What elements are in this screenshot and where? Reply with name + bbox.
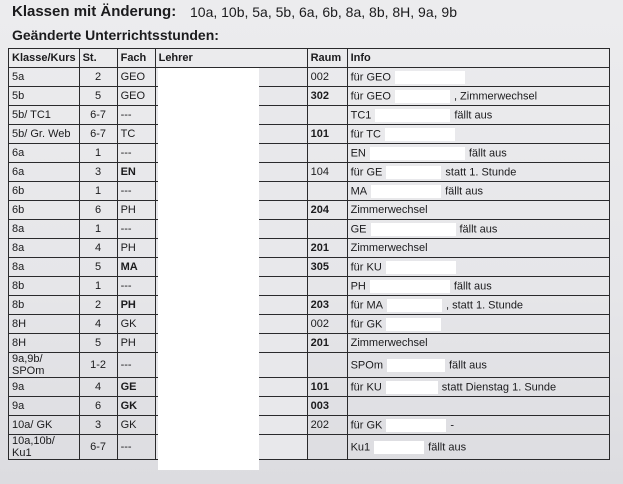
cell-info	[347, 416, 609, 435]
name-redaction	[386, 318, 441, 331]
cell-fach: GEO	[117, 68, 155, 87]
header-klasse: Klasse/Kurs	[9, 49, 80, 68]
table-header-row	[9, 49, 610, 68]
table-row	[9, 277, 610, 296]
substitution-table	[8, 48, 610, 460]
cell-raum	[307, 144, 347, 163]
name-redaction	[375, 109, 450, 122]
info-note: statt Dienstag 1. Sunde	[441, 380, 557, 393]
table-row	[9, 144, 610, 163]
table-row	[9, 334, 610, 353]
cell-fach: GK	[117, 397, 155, 416]
name-redaction	[395, 90, 450, 103]
cell-klasse: 9a,9b/ SPOm	[9, 353, 80, 378]
info-note: , Zimmerwechsel	[453, 89, 538, 102]
cell-info	[347, 378, 609, 397]
info-text: Ku1	[350, 440, 371, 453]
cell-st: 5	[79, 334, 117, 353]
cell-klasse: 8a	[9, 258, 80, 277]
table-row	[9, 315, 610, 334]
cell-klasse: 6b	[9, 201, 80, 220]
info-note: fällt aus	[454, 108, 493, 121]
name-redaction	[370, 280, 450, 293]
cell-klasse: 8a	[9, 220, 80, 239]
cell-klasse: 5b/ Gr. Web	[9, 125, 80, 144]
cell-raum: 003	[307, 397, 347, 416]
table-row	[9, 68, 610, 87]
table-row	[9, 125, 610, 144]
cell-klasse: 5b	[9, 87, 80, 106]
cell-klasse: 8H	[9, 315, 80, 334]
cell-klasse: 9a	[9, 378, 80, 397]
info-note: fällt aus	[449, 358, 487, 371]
info-note: fällt aus	[453, 279, 492, 292]
cell-info	[347, 296, 609, 315]
table-row	[9, 239, 610, 258]
cell-raum: 104	[307, 163, 347, 182]
cell-fach: ---	[117, 435, 155, 460]
info-text: Zimmerwechsel	[350, 337, 428, 349]
cell-st: 6	[79, 201, 117, 220]
cell-klasse: 8H	[9, 334, 80, 353]
cell-klasse: 9a	[9, 397, 80, 416]
cell-fach: MA	[117, 258, 155, 277]
cell-st: 3	[79, 416, 117, 435]
cell-fach: ---	[117, 220, 155, 239]
cell-st: 1	[79, 277, 117, 296]
cell-klasse: 5b/ TC1	[9, 106, 80, 125]
cell-st: 4	[79, 315, 117, 334]
cell-st: 2	[79, 68, 117, 87]
header-raum: Raum	[307, 49, 347, 68]
cell-info	[347, 220, 609, 239]
cell-fach: GK	[117, 416, 155, 435]
header-fach: Fach	[117, 49, 155, 68]
cell-fach: EN	[117, 163, 155, 182]
info-text: für TC	[350, 127, 381, 140]
cell-fach: PH	[117, 201, 155, 220]
cell-fach: GEO	[117, 87, 155, 106]
klassen-value: 10a, 10b, 5a, 5b, 6a, 6b, 8a, 8b, 8H, 9a, 9b	[190, 4, 457, 20]
cell-raum: 202	[307, 416, 347, 435]
cell-fach: ---	[117, 144, 155, 163]
cell-st: 6-7	[79, 106, 117, 125]
cell-raum: 201	[307, 334, 347, 353]
info-text: PH	[350, 279, 366, 292]
cell-info	[347, 315, 609, 334]
cell-fach: GE	[117, 378, 155, 397]
cell-raum: 204	[307, 201, 347, 220]
name-redaction	[370, 147, 465, 160]
cell-klasse: 8b	[9, 296, 80, 315]
name-redaction	[387, 359, 445, 372]
info-text: EN	[350, 146, 366, 159]
name-redaction	[371, 185, 441, 198]
section-title: Geänderte Unterrichtsstunden:	[12, 27, 219, 43]
lehrer-redaction	[158, 68, 259, 470]
info-note: , statt 1. Stunde	[446, 298, 524, 311]
cell-info	[347, 277, 609, 296]
info-text: für GK	[350, 418, 383, 431]
cell-info	[347, 435, 609, 460]
cell-st: 6-7	[79, 125, 117, 144]
name-redaction	[386, 261, 456, 274]
cell-info	[347, 397, 609, 416]
info-text: für KU	[350, 380, 382, 393]
cell-raum	[307, 182, 347, 201]
cell-st: 6	[79, 397, 117, 416]
cell-info	[347, 125, 609, 144]
cell-klasse: 8a	[9, 239, 80, 258]
cell-fach: GK	[117, 315, 155, 334]
cell-info	[347, 106, 609, 125]
info-text: MA	[350, 184, 368, 197]
table-row	[9, 220, 610, 239]
cell-fach: ---	[117, 106, 155, 125]
cell-fach: ---	[117, 277, 155, 296]
cell-klasse: 6b	[9, 182, 80, 201]
cell-st: 1	[79, 144, 117, 163]
table-row	[9, 416, 610, 435]
cell-raum	[307, 435, 347, 460]
cell-fach: ---	[117, 182, 155, 201]
klassen-label: Klassen mit Änderung:	[12, 3, 177, 20]
table-row	[9, 353, 610, 378]
info-text: für GK	[350, 317, 383, 330]
cell-fach: TC	[117, 125, 155, 144]
cell-info	[347, 258, 609, 277]
cell-raum: 101	[307, 125, 347, 144]
header-lehrer: Lehrer	[155, 49, 307, 68]
header-st: St.	[79, 49, 117, 68]
table-row	[9, 397, 610, 416]
cell-fach: PH	[117, 239, 155, 258]
info-note: -	[450, 418, 455, 431]
cell-raum: 302	[307, 87, 347, 106]
cell-klasse: 5a	[9, 68, 80, 87]
cell-raum: 305	[307, 258, 347, 277]
cell-fach: ---	[117, 353, 155, 378]
cell-raum: 002	[307, 68, 347, 87]
table-row	[9, 163, 610, 182]
cell-raum	[307, 277, 347, 296]
cell-info	[347, 68, 609, 87]
cell-klasse: 6a	[9, 144, 80, 163]
cell-info	[347, 353, 609, 378]
info-text: für MA	[350, 298, 383, 311]
cell-st: 1	[79, 220, 117, 239]
cell-info	[347, 334, 609, 353]
info-text: für GE	[350, 165, 383, 178]
table-row	[9, 435, 610, 460]
table-row	[9, 182, 610, 201]
table-row	[9, 106, 610, 125]
cell-klasse: 8b	[9, 277, 80, 296]
cell-info	[347, 201, 609, 220]
cell-st: 5	[79, 87, 117, 106]
cell-st: 2	[79, 296, 117, 315]
table-row	[9, 201, 610, 220]
info-text: SPOm	[350, 358, 383, 371]
info-text: für KU	[350, 260, 382, 273]
cell-raum: 203	[307, 296, 347, 315]
cell-klasse: 10a,10b/ Ku1	[9, 435, 80, 460]
cell-st: 5	[79, 258, 117, 277]
cell-raum: 201	[307, 239, 347, 258]
cell-fach: PH	[117, 296, 155, 315]
info-note: fällt aus	[468, 146, 507, 159]
name-redaction	[386, 166, 441, 179]
name-redaction	[395, 71, 465, 84]
cell-fach: PH	[117, 334, 155, 353]
info-text: für GEO	[350, 89, 391, 102]
name-redaction	[385, 128, 455, 141]
cell-raum: 101	[307, 378, 347, 397]
table-row	[9, 378, 610, 397]
info-text: TC1	[350, 108, 372, 121]
cell-st: 1-2	[79, 353, 117, 378]
cell-info	[347, 239, 609, 258]
info-note: fällt aus	[428, 440, 467, 453]
cell-info	[347, 182, 609, 201]
name-redaction	[374, 441, 424, 454]
cell-info	[347, 87, 609, 106]
cell-st: 4	[79, 378, 117, 397]
info-text: GE	[350, 222, 367, 235]
info-note: fällt aus	[445, 184, 484, 197]
name-redaction	[386, 419, 446, 432]
cell-st: 1	[79, 182, 117, 201]
table-row	[9, 258, 610, 277]
info-text: Zimmerwechsel	[350, 204, 428, 216]
info-note: fällt aus	[459, 222, 498, 235]
cell-klasse: 10a/ GK	[9, 416, 80, 435]
cell-klasse: 6a	[9, 163, 80, 182]
cell-raum	[307, 220, 347, 239]
name-redaction	[387, 299, 442, 312]
cell-info	[347, 144, 609, 163]
table-row	[9, 296, 610, 315]
name-redaction	[371, 223, 456, 236]
cell-st: 3	[79, 163, 117, 182]
cell-st: 6-7	[79, 435, 117, 460]
cell-raum: 002	[307, 315, 347, 334]
header-info: Info	[347, 49, 609, 68]
cell-st: 4	[79, 239, 117, 258]
info-text: für GEO	[350, 70, 391, 83]
cell-info	[347, 163, 609, 182]
info-note: statt 1. Stunde	[445, 165, 517, 178]
info-text: Zimmerwechsel	[350, 242, 428, 254]
table-row	[9, 87, 610, 106]
name-redaction	[386, 381, 438, 394]
cell-raum	[307, 353, 347, 378]
cell-raum	[307, 106, 347, 125]
